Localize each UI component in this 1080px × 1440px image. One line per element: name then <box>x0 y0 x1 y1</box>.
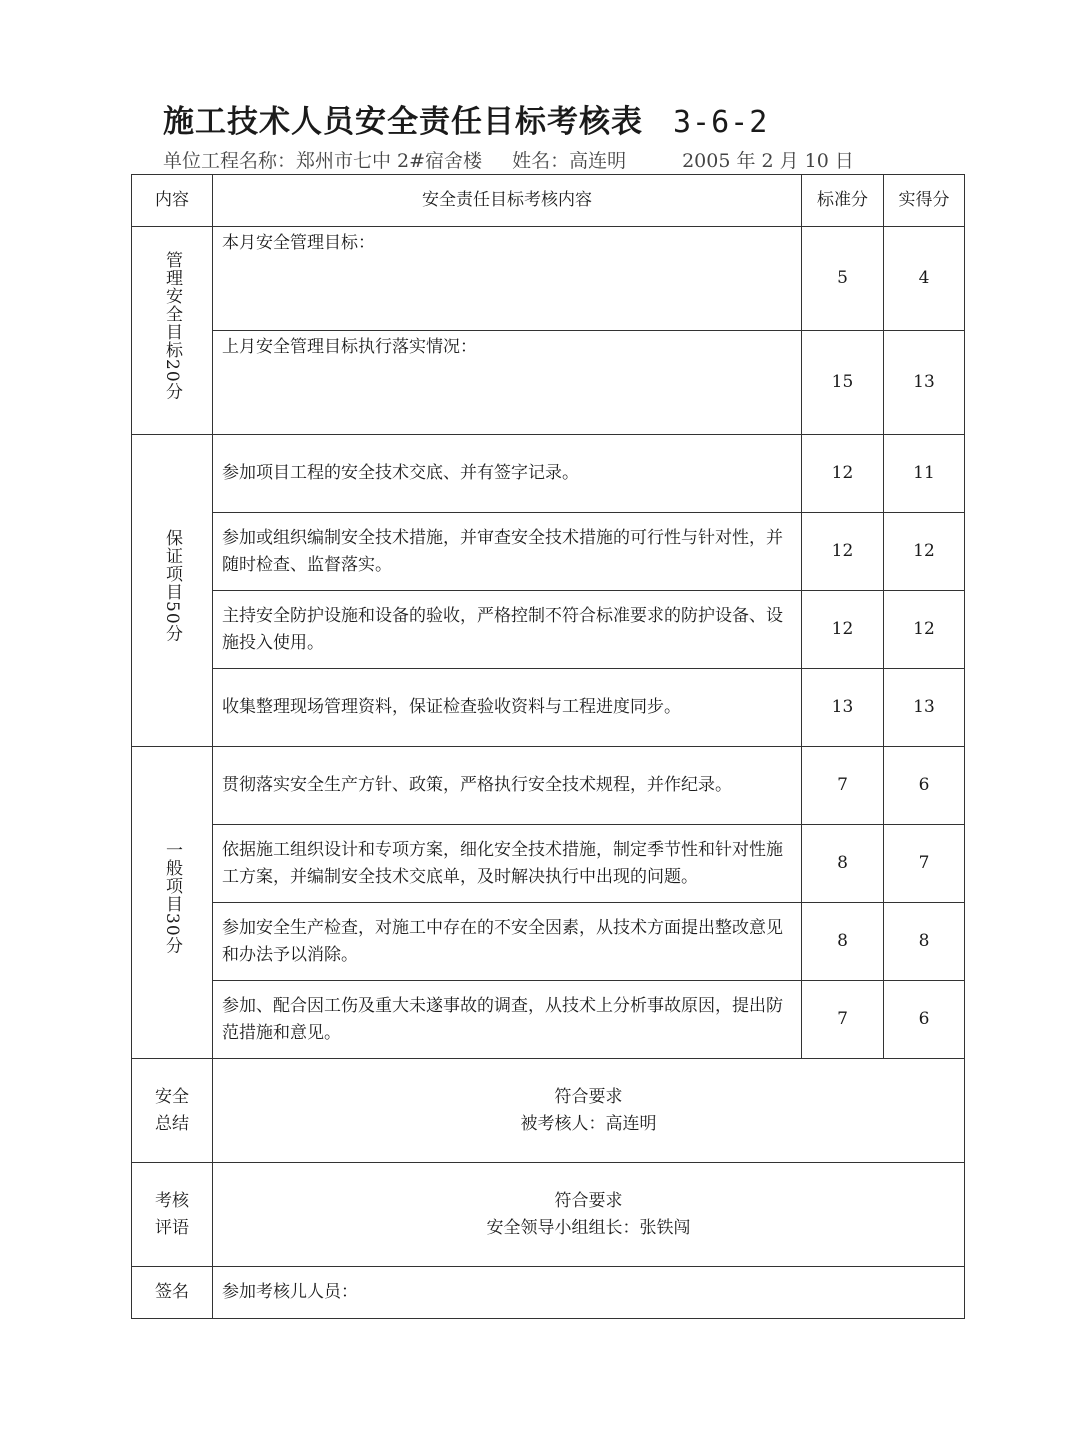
item-text: 参加、配合因工伤及重大未遂事故的调查，从技术上分析事故原因，提出防范措施和意见。 <box>213 981 802 1059</box>
review-label-line2: 评语 <box>155 1217 189 1238</box>
standard-score: 8 <box>802 825 884 903</box>
standard-score: 12 <box>802 435 884 513</box>
header-actual: 实得分 <box>884 175 965 227</box>
review-label-line1: 考核 <box>155 1190 189 1211</box>
item-text: 参加安全生产检查，对施工中存在的不安全因素，从技术方面提出整改意见和办法予以消除。 <box>213 903 802 981</box>
summary-person: 被考核人：高连明 <box>520 1113 657 1134</box>
review-label <box>132 1163 213 1267</box>
table-row <box>132 435 965 513</box>
standard-score: 12 <box>802 513 884 591</box>
signature-field[interactable]: 参加考核儿人员： <box>213 1267 965 1319</box>
review-result: 符合要求 <box>554 1190 623 1211</box>
summary-result: 符合要求 <box>554 1086 623 1107</box>
table-row <box>132 747 965 825</box>
standard-score: 7 <box>802 747 884 825</box>
item-text: 贯彻落实安全生产方针、政策，严格执行安全技术规程，并作纪录。 <box>213 747 802 825</box>
item-text: 上月安全管理目标执行落实情况： <box>213 331 802 435</box>
actual-score: 4 <box>884 227 965 331</box>
section-label-text: 一般项目30分 <box>162 841 182 955</box>
standard-score: 8 <box>802 903 884 981</box>
table-row <box>132 227 965 331</box>
section-label-management <box>132 227 213 435</box>
form-date: 2005 年 2 月 10 日 <box>682 150 854 172</box>
project-name: 单位工程名称：郑州市七中 2#宿舍楼 <box>163 150 483 172</box>
actual-score: 8 <box>884 903 965 981</box>
form-title-text: 施工技术人员安全责任目标考核表 <box>163 104 643 140</box>
actual-score: 13 <box>884 669 965 747</box>
table-row <box>132 669 965 747</box>
item-text: 收集整理现场管理资料，保证检查验收资料与工程进度同步。 <box>213 669 802 747</box>
form-subtitle <box>163 146 854 173</box>
table-row <box>132 513 965 591</box>
table-header-row <box>132 175 965 227</box>
actual-score: 7 <box>884 825 965 903</box>
actual-score: 6 <box>884 747 965 825</box>
standard-score: 15 <box>802 331 884 435</box>
review-row <box>132 1163 965 1267</box>
section-label-general <box>132 747 213 1059</box>
summary-row <box>132 1059 965 1163</box>
table-row <box>132 903 965 981</box>
person-name: 姓名：高连明 <box>512 150 627 172</box>
item-text: 参加项目工程的安全技术交底、并有签字记录。 <box>213 435 802 513</box>
item-text: 本月安全管理目标： <box>213 227 802 331</box>
header-content: 内容 <box>132 175 213 227</box>
standard-score: 12 <box>802 591 884 669</box>
section-label-guarantee <box>132 435 213 747</box>
assessment-table <box>131 174 965 1319</box>
form-code: 3-6-2 <box>673 105 769 140</box>
actual-score: 6 <box>884 981 965 1059</box>
actual-score: 12 <box>884 591 965 669</box>
form-title <box>163 96 768 141</box>
standard-score: 5 <box>802 227 884 331</box>
table-row <box>132 331 965 435</box>
header-standard: 标准分 <box>802 175 884 227</box>
actual-score: 11 <box>884 435 965 513</box>
standard-score: 7 <box>802 981 884 1059</box>
standard-score: 13 <box>802 669 884 747</box>
signature-row <box>132 1267 965 1319</box>
table-row <box>132 825 965 903</box>
section-label-text: 保证项目50分 <box>162 529 182 643</box>
summary-label <box>132 1059 213 1163</box>
section-label-text: 管理安全目标20分 <box>162 251 182 401</box>
review-person: 安全领导小组组长：张铁闯 <box>486 1217 691 1238</box>
signature-label: 签名 <box>132 1267 213 1319</box>
item-text: 依据施工组织设计和专项方案，细化安全技术措施，制定季节性和针对性施工方案，并编制安全技术交底单，及时解决执行中出现的问题。 <box>213 825 802 903</box>
actual-score: 12 <box>884 513 965 591</box>
summary-content <box>213 1059 965 1163</box>
actual-score: 13 <box>884 331 965 435</box>
summary-label-line1: 安全 <box>155 1086 189 1107</box>
summary-label-line2: 总结 <box>155 1113 189 1134</box>
review-content <box>213 1163 965 1267</box>
header-items: 安全责任目标考核内容 <box>213 175 802 227</box>
table-row <box>132 981 965 1059</box>
item-text: 主持安全防护设施和设备的验收，严格控制不符合标准要求的防护设备、设施投入使用。 <box>213 591 802 669</box>
table-row <box>132 591 965 669</box>
item-text: 参加或组织编制安全技术措施，并审查安全技术措施的可行性与针对性，并随时检查、监督落实。 <box>213 513 802 591</box>
